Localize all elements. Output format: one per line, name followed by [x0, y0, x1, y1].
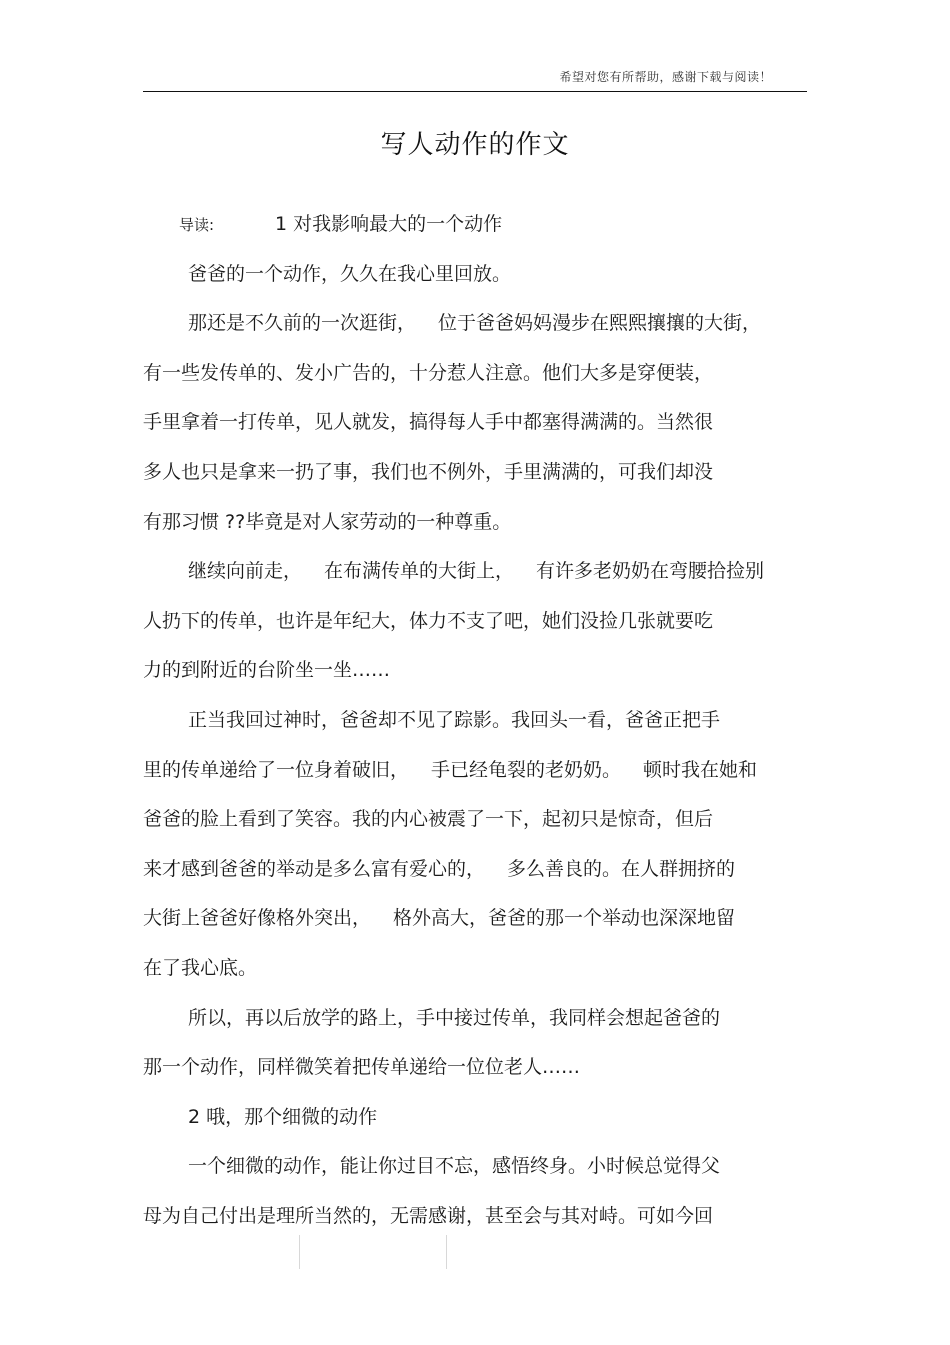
paragraph-line: 一个细微的动作，能让你过目不忘，感悟终身。小时候总觉得父: [188, 1155, 721, 1178]
paragraph-line: 爸爸的一个动作，久久在我心里回放。: [188, 262, 512, 285]
header-note: 希望对您有所帮助，感谢下载与阅读！: [559, 70, 772, 84]
line-segment: 有许多老奶奶在弯腰拾捡别: [536, 560, 765, 583]
paragraph-line: [143, 547, 807, 597]
paragraph-line: 爸爸的脸上看到了笑容。我的内心被震了一下，起初只是惊奇，但后: [143, 808, 714, 831]
header-rule: [143, 91, 807, 92]
footer-guide-right: [446, 1235, 447, 1269]
guide-line: [143, 200, 807, 250]
guide-label: 导读:: [179, 216, 215, 234]
paragraph-line: [143, 845, 807, 895]
guide-text: 1 对我影响最大的一个动作: [275, 213, 503, 235]
paragraph-line: [143, 894, 807, 944]
line-segment: 来才感到爸爸的举动是多么富有爱心的，: [143, 857, 486, 880]
line-segment: 格外高大，爸爸的那一个举动也深深地留: [393, 907, 736, 930]
paragraph-line: 所以，再以后放学的路上，手中接过传单，我同样会想起爸爸的: [188, 1006, 721, 1029]
paragraph-line: 有一些发传单的、发小广告的，十分惹人注意。他们大多是穿便装，: [143, 361, 714, 384]
line-segment: 位于爸爸妈妈漫步在熙熙攘攘的大街，: [438, 312, 762, 335]
document-body: [143, 200, 807, 1241]
paragraph-line: 在了我心底。: [143, 956, 258, 979]
line-segment: 顿时我在她和: [643, 758, 758, 781]
paragraph-line: 那一个动作，同样微笑着把传单递给一位位老人……: [143, 1056, 581, 1079]
line-segment: 多么善良的。在人群拥挤的: [507, 857, 736, 880]
paragraph-line: 多人也只是拿来一扔了事，我们也不例外，手里满满的，可我们却没: [143, 460, 714, 483]
paragraph-line: 力的到附近的台阶坐一坐……: [143, 659, 391, 682]
line-segment: 里的传单递给了一位身着破旧，: [143, 758, 410, 781]
paragraph-line: 手里拿着一打传单，见人就发，搞得每人手中都塞得满满的。当然很: [143, 411, 714, 434]
line-segment: 在布满传单的大街上，: [324, 560, 515, 583]
page-title: 写人动作的作文: [380, 130, 570, 160]
footer-guide-left: [299, 1235, 300, 1269]
paragraph-line: 母为自己付出是理所当然的，无需感谢，甚至会与其对峙。可如今回: [143, 1204, 714, 1227]
line-segment: 手已经龟裂的老奶奶。: [431, 758, 622, 781]
paragraph-line: [143, 299, 807, 349]
section-heading: 2 哦，那个细微的动作: [188, 1105, 378, 1128]
line-segment: 那还是不久前的一次逛街，: [188, 312, 417, 335]
line-segment: 大街上爸爸好像格外突出，: [143, 907, 372, 930]
paragraph-line: 有那习惯 ??毕竟是对人家劳动的一种尊重。: [143, 510, 512, 533]
paragraph-line: 正当我回过神时，爸爸却不见了踪影。我回头一看，爸爸正把手: [188, 708, 721, 731]
paragraph-line: 人扔下的传单，也许是年纪大，体力不支了吧，她们没捡几张就要吃: [143, 609, 714, 632]
line-segment: 继续向前走，: [188, 560, 303, 583]
paragraph-line: [143, 746, 807, 796]
